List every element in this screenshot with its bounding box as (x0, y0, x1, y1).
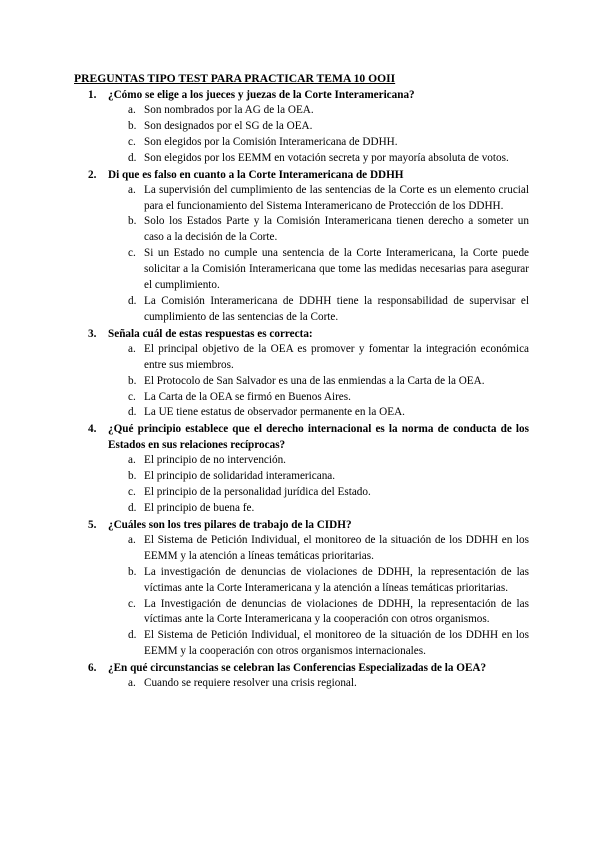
question-number: 6. (88, 662, 97, 675)
option-letter: d. (128, 502, 137, 515)
answer-option (74, 103, 529, 119)
option-list (74, 103, 529, 167)
option-text: La Carta de la OEA se firmó en Buenos Aires. (144, 390, 351, 403)
option-letter: b. (128, 565, 137, 578)
option-text: Son designados por el SG de la OEA. (144, 119, 313, 132)
answer-option (74, 501, 529, 517)
option-letter: d. (128, 151, 137, 164)
question-heading (74, 421, 529, 453)
option-text: La supervisión del cumplimiento de las sentencias de la Corte es un elemento crucial para el funcionamiento del Sistema Interamericano de Protección de los DDHH. (144, 183, 529, 212)
option-text: El principio de buena fe. (144, 502, 255, 515)
option-letter: d. (128, 294, 137, 307)
answer-option (74, 565, 529, 597)
option-text: Son nombrados por la AG de la OEA. (144, 104, 314, 116)
answer-option (74, 374, 529, 390)
question-number: 5. (88, 518, 97, 531)
option-letter: c. (128, 597, 136, 610)
option-text: Son elegidos por la Comisión Interamericana de DDHH. (144, 135, 398, 148)
document-title: PREGUNTAS TIPO TEST PARA PRACTICAR TEMA 10 OOII (74, 72, 396, 85)
answer-option (74, 485, 529, 501)
option-letter: b. (128, 215, 137, 228)
answer-option (74, 676, 529, 692)
answer-option (74, 469, 529, 485)
option-text: Solo los Estados Parte y la Comisión Interamericana tienen derecho a someter un caso a la decisión de la Corte. (144, 215, 529, 244)
question-text: Di que es falso en cuanto a la Corte Interamericana de DDHH (108, 168, 404, 181)
option-text: El Protocolo de San Salvador es una de las enmiendas a la Carta de la OEA. (144, 374, 485, 387)
answer-option (74, 533, 529, 565)
option-letter: c. (128, 390, 136, 403)
answer-option (74, 119, 529, 135)
question-text: ¿Cómo se elige a los jueces y juezas de la Corte Interamericana? (108, 89, 415, 101)
option-text: El Sistema de Petición Individual, el monitoreo de la situación de los DDHH en los EEMM y la cooperación con otros organismos internacionales. (144, 629, 529, 658)
answer-option (74, 390, 529, 406)
answer-option (74, 246, 529, 294)
question-number: 1. (88, 89, 97, 101)
answer-option (74, 342, 529, 374)
option-letter: b. (128, 470, 137, 483)
answer-option (74, 214, 529, 246)
option-text: La investigación de denuncias de violaciones de DDHH, la representación de las víctimas ante la Corte Interamericana y la atención a líneas temáticas prioritarias. (144, 565, 529, 594)
answer-option (74, 151, 529, 167)
option-text: El principio de la personalidad jurídica del Estado. (144, 486, 371, 499)
option-letter: d. (128, 406, 137, 419)
question-text: ¿Qué principio establece que el derecho internacional es la norma de conducta de los Estados en sus relaciones recíprocas? (108, 423, 529, 452)
question-list (74, 87, 529, 692)
option-text: El principio de solidaridad interamericana. (144, 470, 336, 483)
answer-option (74, 597, 529, 629)
option-letter: a. (128, 677, 136, 690)
option-letter: d. (128, 629, 137, 642)
option-text: El principio de no intervención. (144, 454, 286, 467)
option-letter: b. (128, 374, 137, 387)
question-heading (74, 326, 529, 342)
answer-option (74, 135, 529, 151)
option-letter: c. (128, 247, 136, 260)
answer-option (74, 628, 529, 660)
option-text: Si un Estado no cumple una sentencia de la Corte Interamericana, la Corte puede solicitar a la Comisión Interamericana que tome las medidas necesarias para asegurar el cumplimiento. (144, 247, 529, 292)
question-text: ¿En qué circunstancias se celebran las Conferencias Especializadas de la OEA? (108, 662, 487, 675)
option-letter: a. (128, 533, 136, 546)
document-page (74, 70, 529, 692)
option-list (74, 676, 529, 692)
question-number: 4. (88, 423, 97, 436)
option-text: Son elegidos por los EEMM en votación secreta y por mayoría absoluta de votos. (144, 151, 509, 164)
option-letter: c. (128, 486, 136, 499)
answer-option (74, 453, 529, 469)
option-letter: c. (128, 135, 136, 148)
option-text: El principal objetivo de la OEA es promover y fomentar la integración económica entre sus miembros. (144, 342, 529, 371)
question-heading (74, 167, 529, 183)
option-text: La Comisión Interamericana de DDHH tiene la responsabilidad de supervisar el cumplimiento de las sentencias de la Corte. (144, 294, 529, 323)
option-text: El Sistema de Petición Individual, el monitoreo de la situación de los DDHH en los EEMM y la atención a líneas temáticas prioritarias. (144, 533, 529, 562)
question-heading (74, 517, 529, 533)
option-list (74, 342, 529, 422)
question-item (74, 87, 529, 167)
option-letter: b. (128, 119, 137, 132)
option-letter: a. (128, 183, 136, 196)
question-item (74, 167, 529, 326)
answer-option (74, 183, 529, 215)
question-item (74, 326, 529, 422)
question-text: ¿Cuáles son los tres pilares de trabajo de la CIDH? (108, 518, 352, 531)
question-item (74, 421, 529, 517)
option-letter: a. (128, 104, 136, 116)
question-heading (74, 87, 529, 103)
answer-option (74, 294, 529, 326)
answer-option (74, 405, 529, 421)
question-number: 2. (88, 168, 97, 181)
question-number: 3. (88, 327, 97, 340)
option-letter: a. (128, 454, 136, 467)
option-list (74, 453, 529, 517)
option-letter: a. (128, 342, 136, 355)
option-list (74, 183, 529, 326)
option-text: Cuando se requiere resolver una crisis regional. (144, 677, 357, 690)
question-item (74, 660, 529, 692)
option-list (74, 533, 529, 660)
option-text: La UE tiene estatus de observador permanente en la OEA. (144, 406, 405, 419)
question-heading (74, 660, 529, 676)
question-item (74, 517, 529, 660)
question-text: Señala cuál de estas respuestas es correcta: (108, 327, 313, 340)
option-text: La Investigación de denuncias de violaciones de DDHH, la representación de las víctimas ante la Corte Interamericana y la cooperación con otros organismos. (144, 597, 529, 626)
